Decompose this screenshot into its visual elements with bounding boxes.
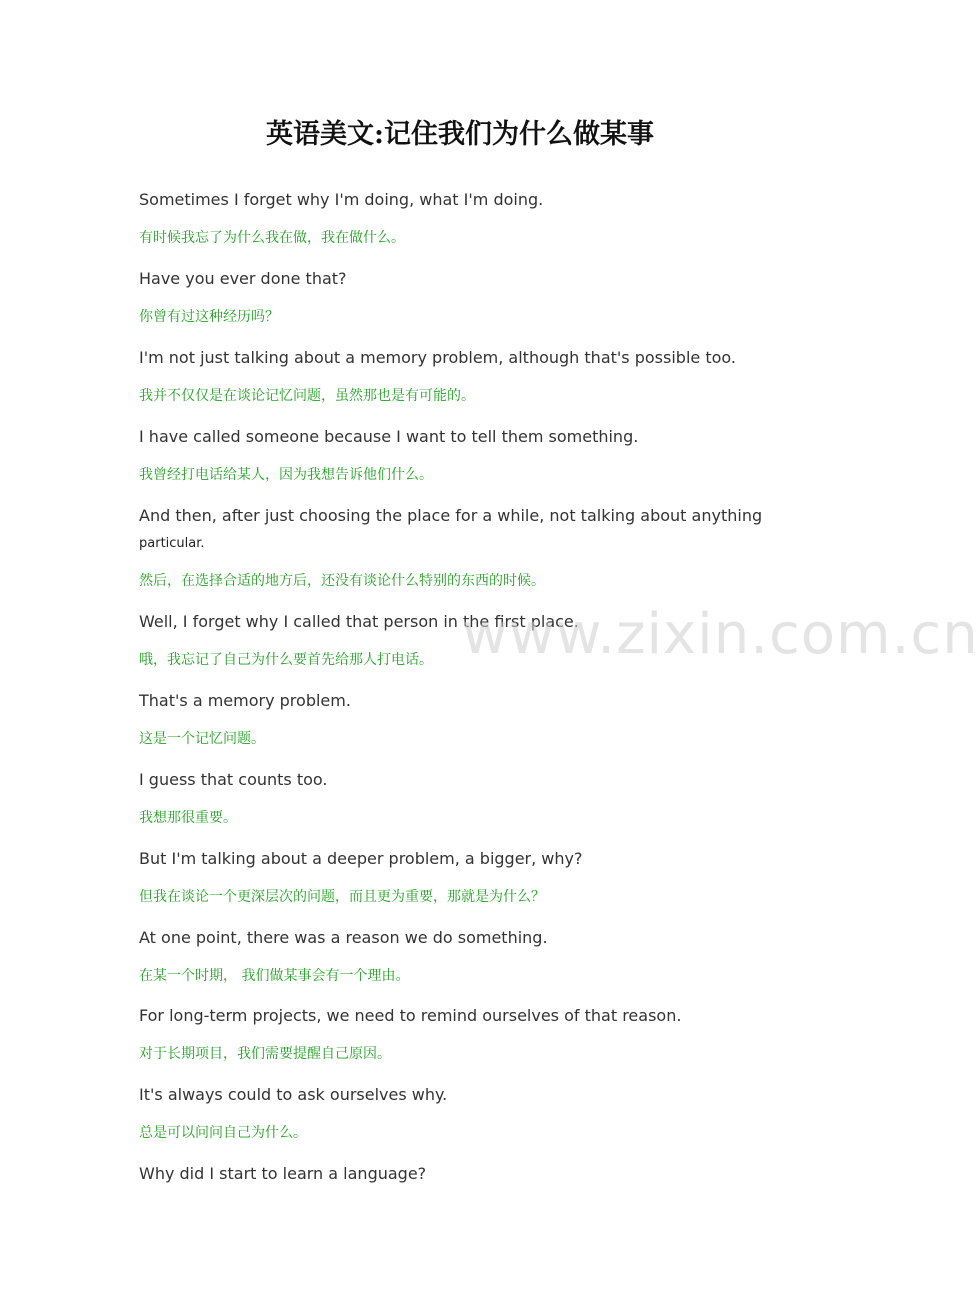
english-line: And then, after just choosing the place for a while, not talking about anything — [139, 506, 763, 525]
chinese-line: 有时候我忘了为什么我在做，我在做什么。 — [139, 230, 405, 246]
english-line: I'm not just talking about a memory problem, although that's possible too. — [139, 348, 736, 367]
watermark: www.zixin.com.cn — [462, 602, 979, 667]
chinese-line: 对于长期项目，我们需要提醒自己原因。 — [139, 1046, 391, 1062]
english-line: Why did I start to learn a language? — [139, 1164, 427, 1183]
english-line: That's a memory problem. — [139, 691, 351, 710]
chinese-line: 总是可以问问自己为什么。 — [139, 1125, 307, 1141]
english-line: I guess that counts too. — [139, 770, 328, 789]
english-line: Have you ever done that? — [139, 269, 347, 288]
english-line: Well, I forget why I called that person in the first place. — [139, 612, 579, 631]
english-line: Sometimes I forget why I'm doing, what I'm doing. — [139, 190, 544, 209]
chinese-line: 然后，在选择合适的地方后，还没有谈论什么特别的东西的时候。 — [139, 573, 545, 589]
english-line: But I'm talking about a deeper problem, a bigger, why? — [139, 849, 583, 868]
chinese-line: 这是一个记忆问题。 — [139, 731, 265, 747]
chinese-line: 你曾有过这种经历吗？ — [139, 309, 279, 325]
chinese-line: 我曾经打电话给某人，因为我想告诉他们什么。 — [139, 467, 433, 483]
chinese-line: 哦，我忘记了自己为什么要首先给那人打电话。 — [139, 652, 433, 668]
chinese-line: 但我在谈论一个更深层次的问题，而且更为重要，那就是为什么？ — [139, 889, 545, 905]
chinese-line: 我想那很重要。 — [139, 810, 237, 826]
english-line: For long-term projects, we need to remind ourselves of that reason. — [139, 1006, 682, 1025]
english-line: It's always could to ask ourselves why. — [139, 1085, 448, 1104]
chinese-line: 我并不仅仅是在谈论记忆问题，虽然那也是有可能的。 — [139, 388, 475, 404]
english-line-continuation: particular. — [139, 536, 205, 551]
english-line: I have called someone because I want to tell them something. — [139, 427, 639, 446]
chinese-line: 在某一个时期， 我们做某事会有一个理由。 — [139, 968, 410, 984]
document-title: 英语美文:记住我们为什么做某事 — [266, 119, 654, 150]
english-line: At one point, there was a reason we do something. — [139, 928, 548, 947]
